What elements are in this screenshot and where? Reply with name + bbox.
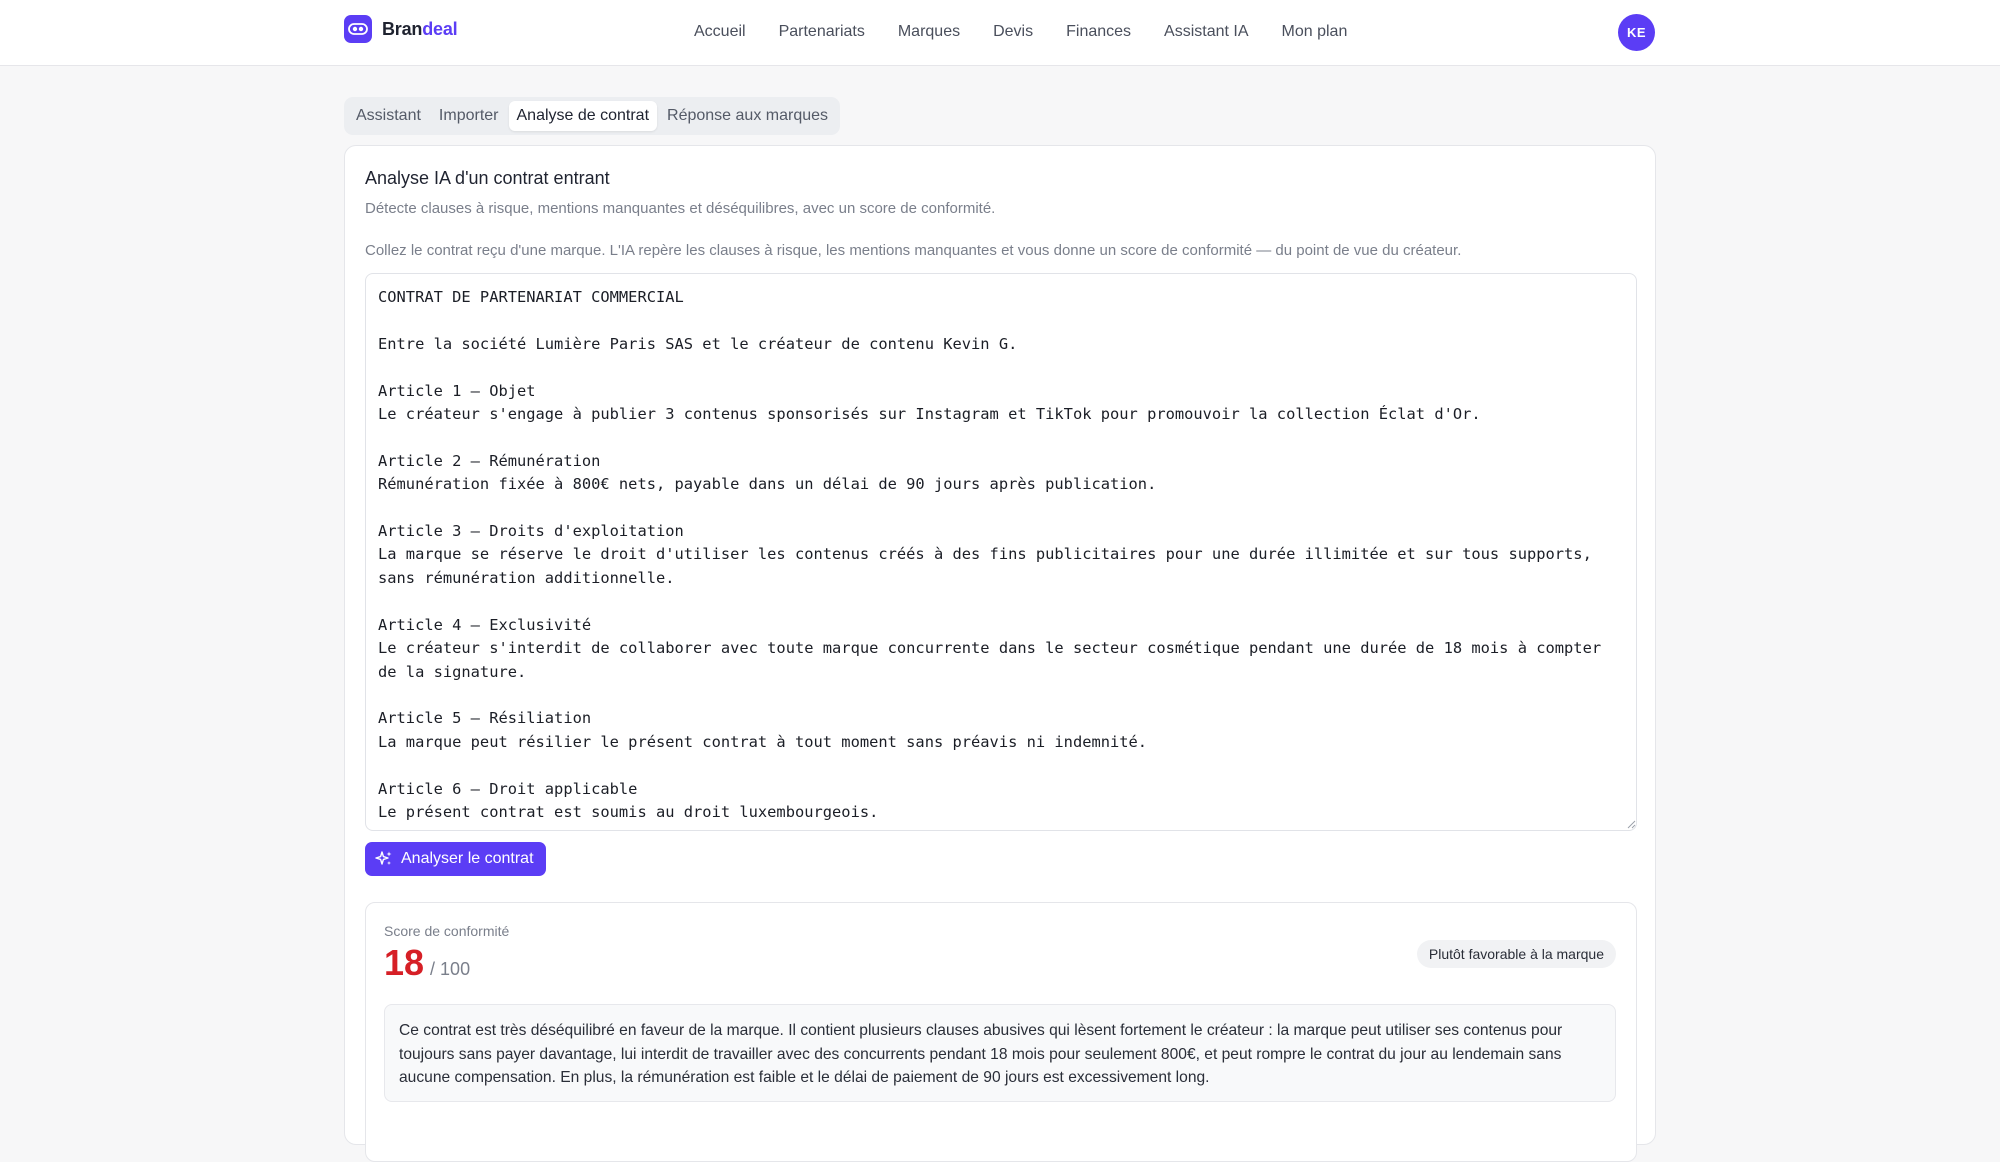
contract-analysis-card <box>344 145 1656 1145</box>
tab-reponse-aux-marques[interactable]: Réponse aux marques <box>667 107 829 124</box>
instructions-text: Collez le contrat reçu d'une marque. L'IA repère les clauses à risque, les mentions manquantes et vous donne un score de conformité — du point de vue du créateur. <box>365 242 1462 259</box>
analysis-result-panel <box>365 902 1637 1162</box>
sparkles-icon <box>375 850 393 868</box>
resize-grip-icon[interactable] <box>1626 819 1636 829</box>
card-title: Analyse IA d'un contrat entrant <box>365 168 610 188</box>
nav-item-partenariats[interactable]: Partenariats <box>778 23 865 40</box>
contract-textarea[interactable]: CONTRAT DE PARTENARIAT COMMERCIAL Entre la société Lumière Paris SAS et le créateur de contenu Kevin G. Article 1 — Objet Le créateur s'engage à publier 3 contenus sponsorisés sur Instagram et TikTok pour promouvoir la collection Éclat d'Or. Article 2 — Rémunération Rémunération fixée à 800€ nets, payable dans un délai de 90 jours après publication. Article 3 — Droits d'exploitation La marque se réserve le droit d'utiliser les contenus créés à des fins publicitaires pour une durée illimitée et sur tous supports, sans rémunération additionnelle. Article 4 — Exclusivité Le créateur s'interdit de collaborer avec toute marque concurrente dans le secteur cosmétique pendant une durée de 18 mois à compter de la signature. Article 5 — Résiliation La marque peut résilier le présent contrat à tout moment sans préavis ni indemnité. Article 6 — Droit applicable Le présent contrat est soumis au droit luxembourgeois. <box>365 273 1637 831</box>
nav-item-finances[interactable]: Finances <box>1066 23 1132 40</box>
tab-analyse-de-contrat[interactable]: Analyse de contrat <box>509 101 658 131</box>
nav-item-mon-plan[interactable]: Mon plan <box>1281 23 1348 40</box>
score-label: Score de conformité <box>384 923 510 939</box>
analyze-contract-button[interactable] <box>365 842 546 876</box>
user-avatar[interactable]: KE <box>1618 14 1655 51</box>
compliance-score <box>384 942 470 984</box>
nav-item-assistant-ia[interactable]: Assistant IA <box>1164 23 1249 40</box>
analyze-contract-label: Analyser le contrat <box>401 850 534 867</box>
brand-name-part-1: Bran <box>382 18 423 39</box>
brand-name <box>382 19 457 40</box>
score-value: 18 <box>384 942 425 983</box>
top-navigation-bar <box>0 0 2000 66</box>
analysis-summary: Ce contrat est très déséquilibré en faveur de la marque. Il contient plusieurs clauses abusives qui lèsent fortement le créateur : la marque peut utiliser ses contenus pour toujours sans payer davantage, lui interdit de travailler avec des concurrents pendant 18 mois pour seulement 800€, et peut rompre le contrat du jour au lendemain sans aucune compensation. En plus, la rémunération est faible et le délai de paiement de 90 jours est excessivement long. <box>384 1004 1616 1102</box>
card-subtitle: Détecte clauses à risque, mentions manquantes et déséquilibres, avec un score de conformité. <box>365 200 996 217</box>
tab-assistant[interactable]: Assistant <box>356 107 421 124</box>
nav-item-devis[interactable]: Devis <box>993 23 1034 40</box>
verdict-badge: Plutôt favorable à la marque <box>1417 940 1616 968</box>
brand-logo[interactable] <box>344 15 457 43</box>
score-max: / 100 <box>430 959 471 979</box>
main-nav <box>694 23 1347 41</box>
nav-item-accueil[interactable]: Accueil <box>694 23 746 40</box>
assistant-tabs <box>344 97 840 135</box>
brand-logo-icon <box>344 15 372 43</box>
tab-importer[interactable]: Importer <box>438 107 499 124</box>
nav-item-marques[interactable]: Marques <box>897 23 961 40</box>
brand-name-part-2: deal <box>422 18 458 39</box>
